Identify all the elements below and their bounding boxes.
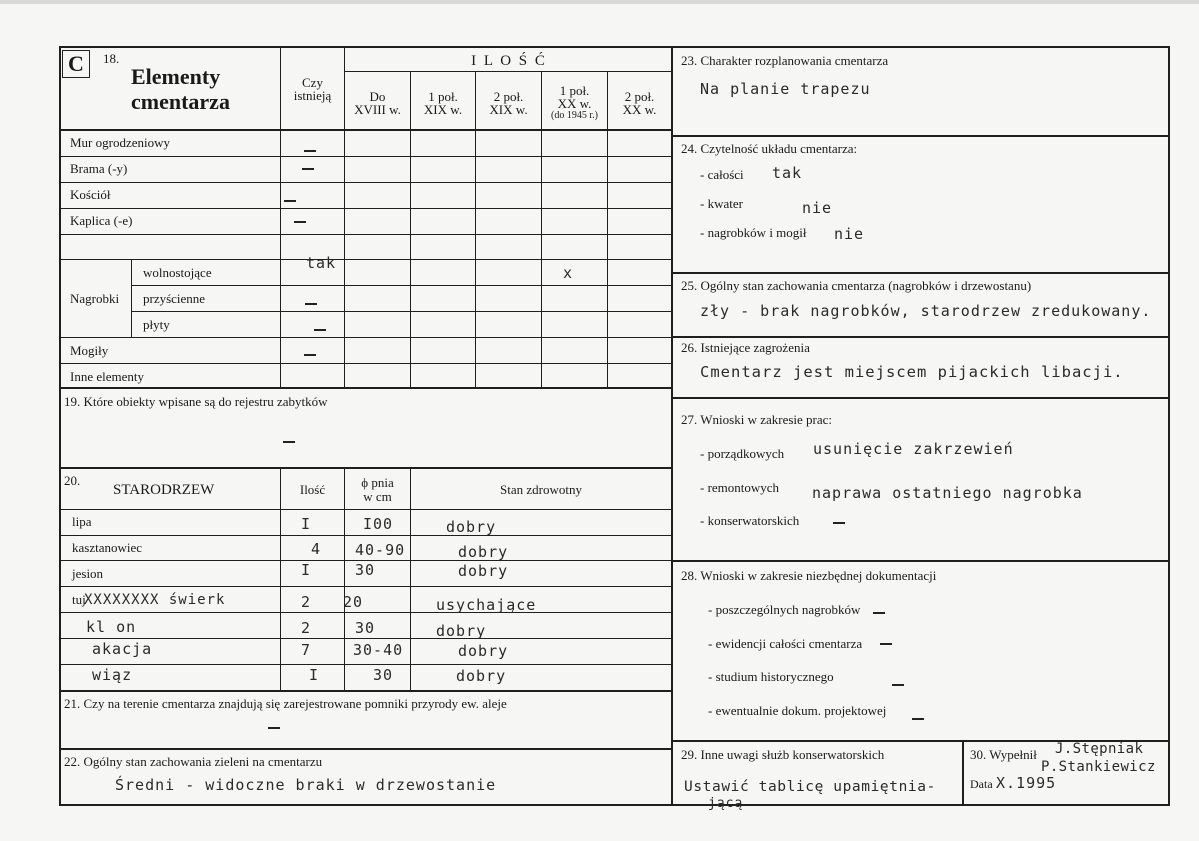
col-header: XX w. [622, 102, 657, 117]
s20-health-header: Stan zdrowotny [500, 482, 582, 497]
s26-value: Cmentarz jest miejscem pijackich libacji. [700, 363, 1124, 381]
s28-item: - poszczególnych nagrobków [708, 602, 861, 617]
s20-qty-header: Ilość [299, 482, 326, 497]
dash-mark [314, 329, 326, 331]
tree-diam: 20 [343, 593, 364, 611]
s22-label: 22. Ogólny stan zachowania zieleni na cmentarzu [64, 754, 323, 769]
typed-value: tak [306, 254, 337, 272]
tree-name: lipa [72, 514, 92, 529]
s29-value-line2: jącą [708, 796, 744, 811]
rule [673, 46, 1170, 48]
dash-mark [880, 643, 892, 645]
rule [344, 71, 673, 72]
tree-diam: 30 [355, 561, 376, 579]
row-label: Kaplica (-e) [70, 213, 133, 228]
dash-mark [302, 168, 314, 170]
s24-label: 24. Czytelność układu cmentarza: [681, 141, 858, 156]
rule [59, 156, 673, 157]
row-label: Mogiły [70, 343, 109, 358]
rule [673, 336, 1170, 338]
rule [59, 509, 673, 510]
s30-label: 30. Wypełnił [970, 747, 1037, 762]
tree-qty: 2 [301, 593, 312, 611]
s28-label: 28. Wnioski w zakresie niezbędnej dokumentacji [681, 568, 937, 583]
s27-value: usunięcie zakrzewień [813, 440, 1014, 458]
row-label: Mur ogrodzeniowy [70, 135, 171, 150]
tree-diam: 30-40 [353, 641, 404, 659]
card-top-edge [0, 0, 1199, 4]
tree-name: tuj [72, 592, 86, 607]
tree-health: dobry [456, 667, 507, 685]
s27-item: - porządkowych [700, 446, 785, 461]
dash-mark [892, 684, 904, 686]
rule [59, 234, 673, 235]
rule [59, 664, 673, 665]
dash-mark [873, 612, 885, 614]
rule [59, 467, 673, 469]
row-label: Nagrobki [70, 291, 120, 306]
s26-label: 26. Istniejące zagrożenia [681, 340, 810, 355]
rule [673, 272, 1170, 274]
dash-mark [268, 727, 280, 729]
row-label: płyty [143, 317, 170, 332]
col-header: 1 poł. [559, 83, 590, 98]
rule [59, 46, 673, 48]
tree-health: dobry [446, 518, 497, 536]
rule [475, 71, 476, 388]
s28-item: - studium historycznego [708, 669, 834, 684]
row-label: Kościół [70, 187, 111, 202]
tree-qty: I [301, 561, 312, 579]
s29-value-line1: Ustawić tablicę upamiętnia- [684, 779, 936, 795]
s28-item: - ewidencji całości cmentarza [708, 636, 863, 651]
tree-typed-name: akacja [92, 640, 153, 658]
row-label: Brama (-y) [70, 161, 128, 176]
rule [673, 804, 1170, 806]
rule [59, 46, 61, 806]
s19-label: 19. Które obiekty wpisane są do rejestru zabytków [64, 394, 328, 409]
tree-qty: I [301, 515, 312, 533]
col-header: XIX w. [489, 102, 528, 117]
dash-mark [304, 354, 316, 356]
tree-qty: I [309, 666, 320, 684]
tree-typed-name: kl on [86, 618, 137, 636]
s25-label: 25. Ogólny stan zachowania cmentarza (nagrobków i drzewostanu) [681, 278, 1032, 293]
s25-value: zły - brak nagrobków, starodrzew zredukowany. [700, 302, 1152, 320]
col-header: XVIII w. [354, 102, 401, 117]
section-letter-box: C [62, 50, 90, 78]
s23-label: 23. Charakter rozplanowania cmentarza [681, 53, 889, 68]
rule [962, 740, 964, 804]
s20-number: 20. [64, 473, 81, 488]
rule [59, 182, 673, 183]
rule [59, 612, 673, 613]
col-header: 1 poł. [428, 89, 458, 104]
s18-title-line1: Elementy [131, 64, 221, 89]
rule [59, 387, 673, 389]
rule [59, 337, 673, 338]
rule [607, 71, 608, 388]
ilosc-header: I L O Ś Ć [471, 53, 547, 69]
rule [410, 467, 411, 690]
tree-health: dobry [458, 642, 509, 660]
tree-typed-name: XXXXXXXX świerk [84, 592, 226, 608]
czy-header-2: istnieją [293, 88, 332, 103]
rule [131, 285, 673, 286]
tree-health: usychające [436, 596, 537, 614]
tree-diam: 30 [373, 666, 394, 684]
s27-item: - konserwatorskich [700, 513, 800, 528]
rule [59, 208, 673, 209]
rule [59, 363, 673, 364]
col-header: (do 1945 r.) [551, 110, 598, 121]
rule [59, 690, 673, 692]
row-label: Inne elementy [70, 369, 144, 384]
tree-health: dobry [436, 622, 487, 640]
rule [59, 748, 673, 750]
s27-value: naprawa ostatniego nagrobka [812, 484, 1083, 502]
tree-qty: 7 [301, 641, 312, 659]
tree-qty: 4 [311, 540, 322, 558]
col-header: 2 poł. [624, 89, 655, 104]
row-label: wolnostojące [143, 265, 212, 280]
dash-mark [284, 200, 296, 202]
rule [59, 586, 673, 587]
s30-name-line2: P.Stankiewicz [1041, 759, 1156, 775]
s20-diam-header: w cm [363, 489, 392, 504]
col-header: XX w. [557, 96, 592, 111]
s20-diam-header: ϕ pnia [361, 475, 394, 490]
tree-health: dobry [458, 543, 509, 561]
s21-label: 21. Czy na terenie cmentarza znajdują się zarejestrowane pomniki przyrody ew. aleje [64, 696, 507, 711]
col-header: 2 poł. [493, 89, 524, 104]
s24-item: - nagrobków i mogił [700, 225, 807, 240]
rule [59, 535, 673, 536]
s24-value: nie [834, 225, 865, 243]
s27-label: 27. Wnioski w zakresie prac: [681, 412, 833, 427]
s24-item: - całości [700, 167, 744, 182]
s27-item: - remontowych [700, 480, 780, 495]
rule [131, 311, 673, 312]
dash-mark [912, 718, 924, 720]
rule [59, 129, 673, 131]
rule [673, 397, 1170, 399]
czy-header-1: Czy [302, 75, 323, 90]
rule [673, 135, 1170, 137]
rule [1168, 46, 1170, 806]
rule [671, 46, 673, 806]
rule [59, 804, 673, 806]
rule [59, 259, 673, 260]
s30-date-label: Data [970, 777, 993, 791]
rule [410, 71, 411, 388]
s18-number: 18. [103, 51, 120, 66]
tree-name: jesion [72, 566, 104, 581]
tree-qty: 2 [301, 619, 312, 637]
dash-mark [305, 303, 317, 305]
s28-item: - ewentualnie dokum. projektowej [708, 703, 887, 718]
s29-label: 29. Inne uwagi służb konserwatorskich [681, 747, 885, 762]
typed-value: x [563, 264, 574, 282]
s24-value: tak [772, 164, 803, 182]
tree-health: dobry [458, 562, 509, 580]
dash-mark [283, 441, 295, 443]
s22-value: Średni - widoczne braki w drzewostanie [115, 776, 497, 794]
rule [280, 467, 281, 690]
tree-name: kasztanowiec [72, 540, 143, 555]
tree-diam: I00 [363, 515, 394, 533]
col-header: XIX w. [423, 102, 463, 117]
s30-name-line1: J.Stępniak [1055, 741, 1144, 757]
tree-diam: 30 [355, 619, 376, 637]
rule [673, 560, 1170, 562]
col-header: Do [369, 89, 386, 104]
dash-mark [294, 221, 306, 223]
s20-title: STARODRZEW [113, 482, 215, 498]
tree-typed-name: wiąz [92, 666, 133, 684]
row-label: przyścienne [143, 291, 206, 306]
s23-value: Na planie trapezu [700, 80, 871, 98]
dash-mark [833, 522, 845, 524]
s24-item: - kwater [700, 196, 743, 211]
tree-diam: 40-90 [355, 541, 406, 559]
s24-value: nie [802, 199, 833, 217]
rule [131, 259, 132, 337]
dash-mark [304, 150, 316, 152]
rule [59, 638, 673, 639]
s30-date-value: X.1995 [996, 774, 1057, 792]
s18-title-line2: cmentarza [131, 89, 230, 114]
